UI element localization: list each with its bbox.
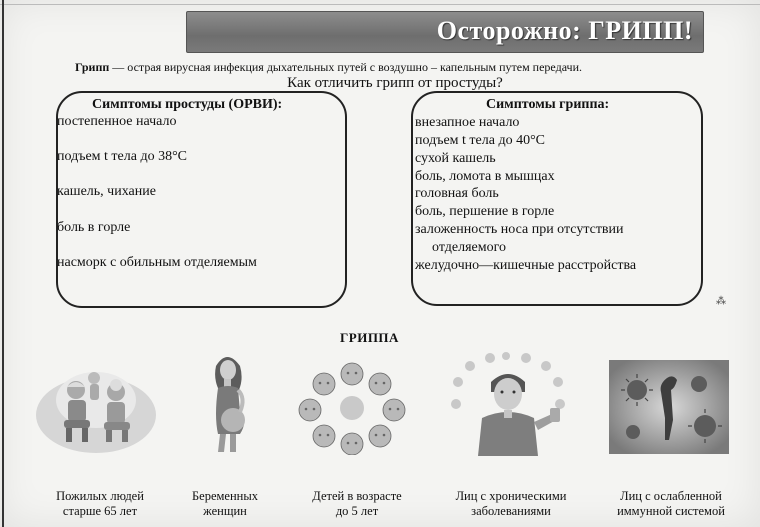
caption-line: Лиц с ослабленной (620, 489, 722, 503)
risk-caption (30, 489, 170, 519)
risk-section-label: ГРИППА (340, 330, 399, 345)
cold-symptom: кашель, чихание (57, 184, 156, 199)
cold-heading: Симптомы простуды (ОРВИ): (92, 97, 283, 112)
caption-line: Лиц с хроническими (455, 489, 567, 503)
cold-symptom: насморк с обильным отделяемым (57, 255, 257, 270)
intro-term: Грипп (75, 60, 110, 74)
virus-immune-icon (609, 360, 729, 454)
children-circle-icon (296, 360, 408, 455)
caption-line: Пожилых людей (56, 489, 144, 503)
flu-symptom: головная боль (415, 186, 499, 201)
page-title: Осторожно: ГРИПП! (436, 16, 693, 45)
flu-symptom: боль, ломота в мышцах (415, 169, 555, 184)
cold-symptom: подъем t тела до 38°С (57, 149, 188, 164)
caption-line: Детей в возрасте (312, 489, 402, 503)
top-edge-line (0, 4, 760, 5)
flu-symptom: отделяемого (432, 240, 506, 255)
caption-line: женщин (203, 504, 247, 518)
caption-line: до 5 лет (335, 504, 379, 518)
cold-symptom: постепенное начало (57, 114, 177, 129)
chronic-patient-icon (446, 352, 571, 457)
risk-caption (436, 489, 586, 519)
comparison-question: Как отличить грипп от простуды? (287, 75, 503, 91)
flu-symptom: подъем t тела до 40°С (415, 133, 546, 148)
intro-paragraph (75, 60, 582, 75)
risk-caption (596, 489, 746, 519)
intro-text: — острая вирусная инфекция дыхательных путей с воздушно – капельным путем передачи. (109, 60, 582, 74)
title-banner (186, 11, 704, 53)
flu-symptom: сухой кашель (415, 151, 496, 166)
risk-caption (287, 489, 427, 519)
elderly-couple-icon (34, 360, 159, 455)
flu-symptom: желудочно—кишечные расстройства (415, 258, 637, 273)
caption-line: старше 65 лет (62, 504, 138, 518)
caption-line: Беременных (191, 489, 258, 503)
caption-line: иммунной системой (617, 504, 725, 518)
cold-symptom: боль в горле (57, 220, 131, 235)
flu-symptom: боль, першение в горле (415, 204, 555, 219)
flu-symptom: заложенность носа при отсутствии (415, 222, 624, 237)
flu-heading: Симптомы гриппа: (486, 97, 610, 112)
risk-caption (170, 489, 280, 519)
scan-mark: ⁂ (716, 296, 726, 307)
flu-symptom: внезапное начало (415, 115, 520, 130)
pregnant-woman-icon (200, 350, 255, 455)
caption-line: заболеваниями (471, 504, 551, 518)
